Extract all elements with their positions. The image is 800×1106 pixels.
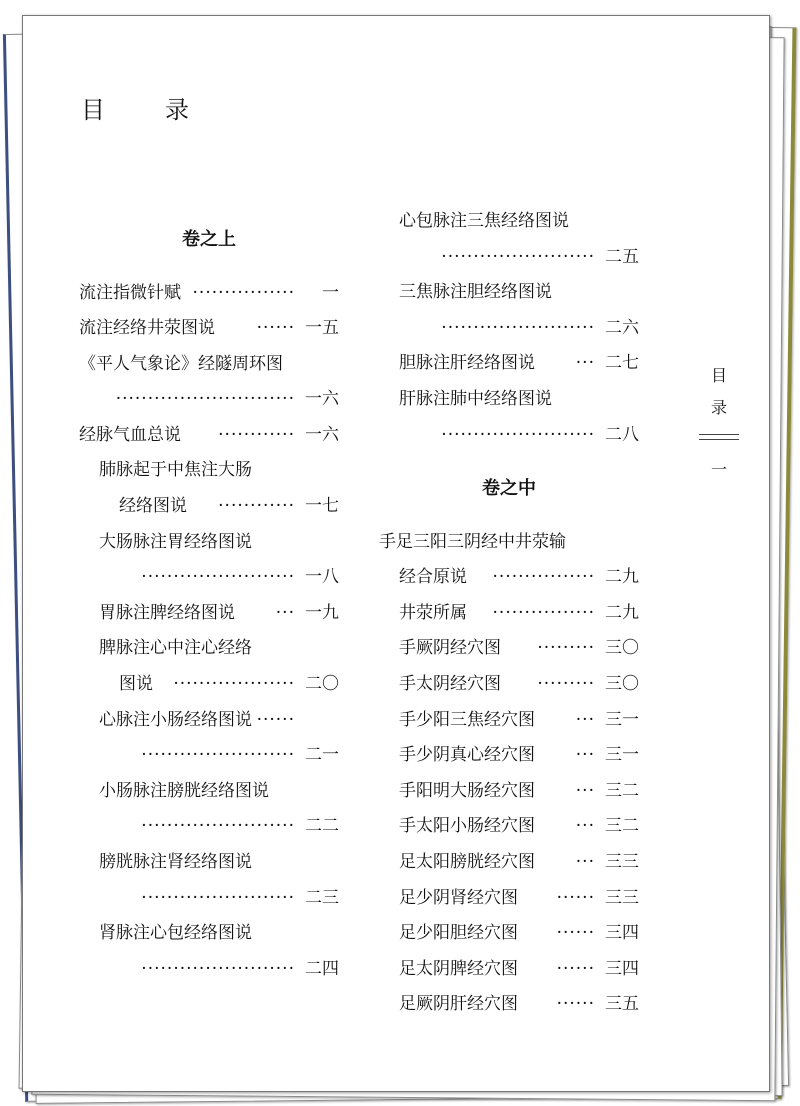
leader-dots: ········· xyxy=(537,638,595,659)
toc-entry[interactable] xyxy=(79,347,339,383)
spacer xyxy=(99,738,141,774)
entry-title: 手足三阳三阴经中井荥输 xyxy=(379,531,566,552)
leader-dots: ················ xyxy=(192,282,295,303)
leader-dots: ························ xyxy=(141,816,295,837)
entry-page-number: 三二 xyxy=(605,816,639,837)
entry-title: 心包脉注三焦经络图说 xyxy=(399,211,569,231)
entry-page-number xyxy=(303,916,339,952)
entry-page-number: 三〇 xyxy=(605,674,639,695)
leader-dots: ············ xyxy=(218,424,295,445)
entry-page-number: 三五 xyxy=(605,994,639,1015)
entry-title: 足太阴脾经穴图 xyxy=(399,958,518,979)
leader-dots: ············ xyxy=(218,496,295,517)
entry-page-number xyxy=(303,347,339,383)
entry-title: 手太阴经穴图 xyxy=(399,674,501,695)
entry-title: 肾脉注心包经络图说 xyxy=(99,923,252,944)
running-header-char: 录 xyxy=(710,398,727,417)
toc-list xyxy=(379,204,639,453)
leader-dots: ··· xyxy=(575,353,595,374)
entry-page-number: 一八 xyxy=(305,567,339,588)
entry-page-number: 二一 xyxy=(305,745,339,766)
toc-entry[interactable] xyxy=(79,738,339,774)
entry-page-number: 三四 xyxy=(605,958,639,979)
toc-entry[interactable] xyxy=(379,525,639,561)
entry-page-number: 二八 xyxy=(605,424,639,445)
leader-dots: ······ xyxy=(556,923,595,944)
entry-title: 小肠脉注膀胱经络图说 xyxy=(99,780,269,801)
spacer xyxy=(283,347,295,383)
entry-page-number: 二四 xyxy=(305,958,339,979)
leader-dots: ··················· xyxy=(173,674,295,695)
spacer xyxy=(535,346,576,382)
toc-entry[interactable] xyxy=(79,453,339,489)
entry-page-number: 三三 xyxy=(605,887,639,908)
entry-title: 手厥阴经穴图 xyxy=(399,638,501,659)
entry-page-number: 二七 xyxy=(605,353,639,374)
leader-dots: ······ xyxy=(256,709,295,730)
toc-entry[interactable] xyxy=(379,204,639,240)
entry-title: 胃脉注脾经络图说 xyxy=(99,602,235,623)
toc-entry[interactable] xyxy=(79,418,339,454)
spacer xyxy=(399,311,441,347)
toc-list xyxy=(379,525,639,1023)
spacer xyxy=(99,560,141,596)
document-page xyxy=(22,15,770,1092)
leader-dots: ················ xyxy=(492,567,595,588)
leader-dots: ················ xyxy=(492,602,595,623)
toc-entry[interactable] xyxy=(379,774,639,810)
entry-title: 足少阳胆经穴图 xyxy=(399,923,518,944)
entry-page-number: 二二 xyxy=(305,816,339,837)
toc-entry[interactable] xyxy=(379,916,639,952)
entry-page-number: 一五 xyxy=(305,318,339,339)
entry-title: 经络图说 xyxy=(119,496,187,517)
leader-dots: ··· xyxy=(575,852,595,872)
spacer xyxy=(187,489,218,525)
entry-page-number: 三二 xyxy=(605,780,639,801)
entry-page-number: 一六 xyxy=(305,389,339,410)
entry-title: 足厥阴肝经穴图 xyxy=(399,994,518,1015)
spacer xyxy=(399,418,441,454)
entry-title: 经合原说 xyxy=(399,567,467,588)
toc-entry[interactable] xyxy=(379,987,639,1023)
entry-page-number: 二六 xyxy=(605,317,639,338)
spacer xyxy=(518,916,557,952)
spacer xyxy=(399,240,441,276)
toc-entry[interactable] xyxy=(79,916,339,952)
leader-dots: ········· xyxy=(537,674,595,695)
leader-dots: ··· xyxy=(575,780,595,801)
entry-title: 流注经络井荥图说 xyxy=(79,318,215,339)
entry-title: 手少阴真心经穴图 xyxy=(399,745,535,766)
toc-entry[interactable] xyxy=(79,596,339,632)
leader-dots: ························ xyxy=(441,317,595,338)
entry-title: 膀胱脉注肾经络图说 xyxy=(99,852,252,872)
spacer xyxy=(252,631,295,667)
page-title: 目 录 xyxy=(81,96,207,124)
entry-page-number: 二〇 xyxy=(305,674,339,695)
entry-title: 手少阳三焦经穴图 xyxy=(399,709,535,730)
leader-dots: ······ xyxy=(256,318,295,339)
entry-page-number xyxy=(603,525,639,561)
toc-entry[interactable] xyxy=(379,703,639,739)
toc-entry[interactable] xyxy=(379,738,639,774)
spacer xyxy=(518,987,557,1023)
entry-page-number: 一六 xyxy=(305,424,339,445)
leader-dots: ··· xyxy=(575,816,595,837)
leader-dots: ··· xyxy=(575,745,595,766)
spacer xyxy=(535,809,576,845)
spacer xyxy=(552,275,595,311)
toc-entry[interactable] xyxy=(379,382,639,418)
entry-title: 心脉注小肠经络图说 xyxy=(99,709,252,730)
spacer xyxy=(252,453,295,489)
leader-dots: ······ xyxy=(556,994,595,1015)
spacer xyxy=(181,276,193,312)
spacer xyxy=(252,916,295,952)
toc-entry[interactable] xyxy=(379,560,639,596)
toc-entry[interactable] xyxy=(79,311,339,347)
entry-page-number xyxy=(303,525,339,561)
double-rule-divider xyxy=(699,434,739,440)
entry-page-number: 二九 xyxy=(605,602,639,623)
entry-page-number: 二九 xyxy=(605,567,639,588)
toc-entry[interactable] xyxy=(79,489,339,525)
entry-title: 图说 xyxy=(119,674,153,695)
spacer xyxy=(501,667,537,703)
entry-page-number xyxy=(303,453,339,489)
entry-title: 《平人气象论》经隧周环图 xyxy=(79,353,283,374)
leader-dots: ························ xyxy=(141,887,295,908)
toc-entry[interactable] xyxy=(79,382,339,418)
leader-dots: ······ xyxy=(556,958,595,979)
spacer xyxy=(535,774,576,810)
toc-entry[interactable] xyxy=(79,560,339,596)
leader-dots: ··· xyxy=(275,602,295,623)
spacer xyxy=(566,525,595,561)
spacer xyxy=(252,845,295,881)
spacer xyxy=(518,952,557,988)
spacer xyxy=(79,382,116,418)
entry-page-number: 二五 xyxy=(605,246,639,267)
section-heading: 卷之中 xyxy=(482,478,536,500)
toc-entry[interactable] xyxy=(379,596,639,632)
spacer xyxy=(535,845,576,881)
toc-entry[interactable] xyxy=(379,631,639,667)
spacer xyxy=(518,881,557,917)
toc-column-right xyxy=(379,204,639,1023)
leader-dots: ··· xyxy=(575,709,595,730)
toc-entry[interactable] xyxy=(379,667,639,703)
leader-dots: ························ xyxy=(141,745,295,766)
entry-title: 手阳明大肠经穴图 xyxy=(399,780,535,801)
entry-title: 三焦脉注胆经络图说 xyxy=(399,282,552,303)
toc-entry[interactable] xyxy=(79,952,339,988)
entry-page-number: 三四 xyxy=(605,923,639,944)
entry-page-number: 一 xyxy=(322,282,339,303)
toc-entry[interactable] xyxy=(79,631,339,667)
spacer xyxy=(99,881,141,917)
toc-entry[interactable] xyxy=(379,881,639,917)
spacer xyxy=(235,596,276,632)
toc-entry[interactable] xyxy=(79,845,339,881)
spacer xyxy=(153,667,173,703)
spacer xyxy=(99,952,141,988)
toc-entry[interactable] xyxy=(379,346,639,382)
entry-page-number xyxy=(603,204,639,240)
entry-title: 脾脉注心中注心经络 xyxy=(99,638,252,659)
entry-page-number: 三三 xyxy=(605,852,639,872)
entry-page-number xyxy=(303,774,339,810)
leader-dots: ······ xyxy=(556,887,595,908)
entry-page-number xyxy=(303,845,339,881)
leader-dots: ························ xyxy=(441,246,595,267)
entry-title: 肺脉起于中焦注大肠 xyxy=(99,460,252,481)
toc-column-left xyxy=(79,222,339,987)
spacer xyxy=(181,418,218,454)
leader-dots: ························ xyxy=(141,567,295,588)
leader-dots: ···························· xyxy=(115,389,295,410)
entry-page-number: 三〇 xyxy=(605,638,639,659)
entry-title: 足少阴肾经穴图 xyxy=(399,887,518,908)
entry-page-number: 三一 xyxy=(605,709,639,730)
entry-page-number xyxy=(303,631,339,667)
entry-title: 井荥所属 xyxy=(399,602,467,623)
spacer xyxy=(569,204,595,240)
toc-entry[interactable] xyxy=(79,774,339,810)
leader-dots: ························ xyxy=(441,424,595,445)
toc-entry[interactable] xyxy=(79,525,339,561)
spacer xyxy=(215,311,257,347)
spacer xyxy=(467,560,493,596)
entry-page-number: 一七 xyxy=(305,496,339,517)
spacer xyxy=(552,382,595,418)
toc-entry[interactable] xyxy=(379,809,639,845)
entry-title: 手太阳小肠经穴图 xyxy=(399,816,535,837)
entry-title: 肝脉注肺中经络图说 xyxy=(399,388,552,409)
entry-page-number xyxy=(603,382,639,418)
toc-entry[interactable] xyxy=(379,311,639,347)
entry-page-number: 一九 xyxy=(305,602,339,623)
spacer xyxy=(535,703,576,739)
toc-entry[interactable] xyxy=(379,952,639,988)
running-header-char: 目 xyxy=(710,366,727,385)
toc-entry[interactable] xyxy=(379,275,639,311)
spacer xyxy=(252,525,295,561)
entry-title: 流注指微针赋 xyxy=(79,282,181,303)
toc-entry[interactable] xyxy=(79,276,339,312)
entry-page-number: 三一 xyxy=(605,745,639,766)
toc-entry[interactable] xyxy=(379,845,639,881)
spacer xyxy=(501,631,537,667)
toc-entry[interactable] xyxy=(79,667,339,703)
toc-entry[interactable] xyxy=(79,809,339,845)
entry-page-number xyxy=(603,275,639,311)
toc-entry[interactable] xyxy=(379,240,639,276)
entry-title: 足太阳膀胱经穴图 xyxy=(399,852,535,872)
entry-page-number xyxy=(303,703,339,739)
toc-entry[interactable] xyxy=(79,703,339,739)
entry-title: 胆脉注肝经络图说 xyxy=(399,353,535,374)
spacer xyxy=(99,809,141,845)
toc-list xyxy=(79,276,339,988)
spacer xyxy=(269,774,295,810)
running-page-number: 一 xyxy=(710,460,727,479)
spacer xyxy=(467,596,493,632)
entry-title: 经脉气血总说 xyxy=(79,424,181,445)
toc-entry[interactable] xyxy=(79,881,339,917)
entry-title: 大肠脉注胃经络图说 xyxy=(99,531,252,552)
entry-page-number: 二三 xyxy=(305,887,339,908)
leader-dots: ························ xyxy=(141,958,295,979)
spacer xyxy=(535,738,576,774)
running-header xyxy=(699,360,739,486)
toc-entry[interactable] xyxy=(379,418,639,454)
section-heading: 卷之上 xyxy=(182,229,236,250)
